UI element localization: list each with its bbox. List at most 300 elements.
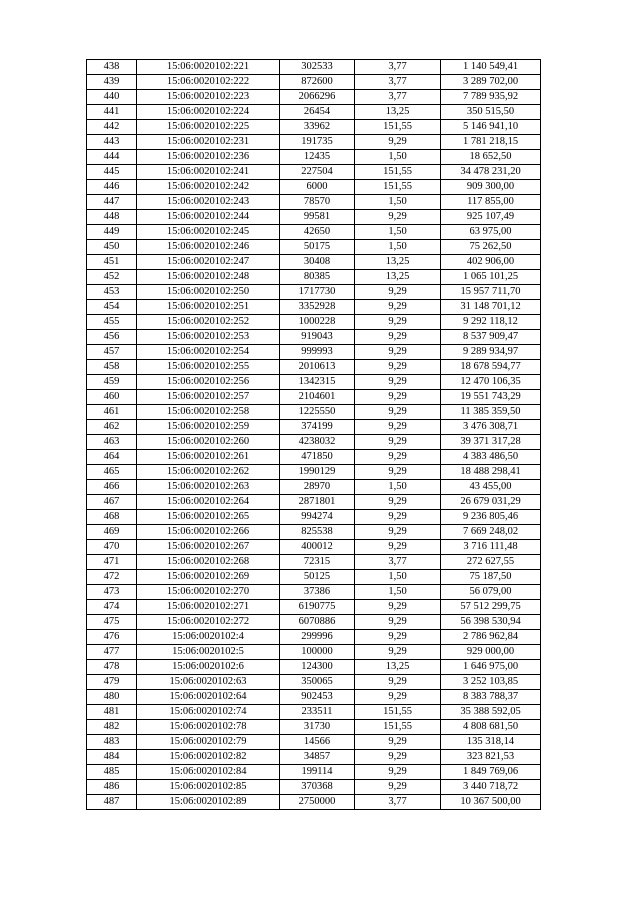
cadastral-number-cell: 15:06:0020102:78	[137, 720, 280, 735]
table-row	[87, 780, 541, 795]
rate-cell: 1,50	[355, 585, 441, 600]
cadastral-number-cell: 15:06:0020102:250	[137, 285, 280, 300]
table-row	[87, 165, 541, 180]
rate-cell: 3,77	[355, 555, 441, 570]
cost-cell: 18 678 594,77	[441, 360, 541, 375]
cadastral-number-cell: 15:06:0020102:63	[137, 675, 280, 690]
table-row	[87, 570, 541, 585]
cost-cell: 26 679 031,29	[441, 495, 541, 510]
cost-cell: 75 187,50	[441, 570, 541, 585]
table-row	[87, 645, 541, 660]
table-row	[87, 465, 541, 480]
rate-cell: 151,55	[355, 180, 441, 195]
row-number-cell: 480	[87, 690, 137, 705]
area-cell: 2871801	[280, 495, 355, 510]
row-number-cell: 461	[87, 405, 137, 420]
cadastral-number-cell: 15:06:0020102:259	[137, 420, 280, 435]
cost-cell: 1 646 975,00	[441, 660, 541, 675]
table-row	[87, 240, 541, 255]
table-row	[87, 180, 541, 195]
cadastral-number-cell: 15:06:0020102:257	[137, 390, 280, 405]
area-cell: 34857	[280, 750, 355, 765]
table-body	[87, 60, 541, 810]
cadastral-number-cell: 15:06:0020102:269	[137, 570, 280, 585]
area-cell: 994274	[280, 510, 355, 525]
cadastral-number-cell: 15:06:0020102:82	[137, 750, 280, 765]
table-row	[87, 660, 541, 675]
cost-cell: 57 512 299,75	[441, 600, 541, 615]
area-cell: 6000	[280, 180, 355, 195]
rate-cell: 9,29	[355, 375, 441, 390]
rate-cell: 1,50	[355, 570, 441, 585]
cost-cell: 1 140 549,41	[441, 60, 541, 75]
rate-cell: 3,77	[355, 795, 441, 810]
row-number-cell: 473	[87, 585, 137, 600]
rate-cell: 1,50	[355, 150, 441, 165]
rate-cell: 9,29	[355, 315, 441, 330]
cadastral-number-cell: 15:06:0020102:270	[137, 585, 280, 600]
cadastral-number-cell: 15:06:0020102:268	[137, 555, 280, 570]
area-cell: 4238032	[280, 435, 355, 450]
cadastral-number-cell: 15:06:0020102:4	[137, 630, 280, 645]
rate-cell: 13,25	[355, 105, 441, 120]
area-cell: 33962	[280, 120, 355, 135]
cadastral-number-cell: 15:06:0020102:245	[137, 225, 280, 240]
row-number-cell: 467	[87, 495, 137, 510]
cost-cell: 402 906,00	[441, 255, 541, 270]
cadastral-number-cell: 15:06:0020102:253	[137, 330, 280, 345]
area-cell: 2104601	[280, 390, 355, 405]
table-row	[87, 60, 541, 75]
row-number-cell: 443	[87, 135, 137, 150]
rate-cell: 9,29	[355, 495, 441, 510]
cost-cell: 3 476 308,71	[441, 420, 541, 435]
cadastral-number-cell: 15:06:0020102:84	[137, 765, 280, 780]
cost-cell: 929 000,00	[441, 645, 541, 660]
row-number-cell: 450	[87, 240, 137, 255]
cadastral-number-cell: 15:06:0020102:241	[137, 165, 280, 180]
row-number-cell: 465	[87, 465, 137, 480]
cost-cell: 56 079,00	[441, 585, 541, 600]
cost-cell: 31 148 701,12	[441, 300, 541, 315]
area-cell: 299996	[280, 630, 355, 645]
cost-cell: 350 515,50	[441, 105, 541, 120]
area-cell: 72315	[280, 555, 355, 570]
table-row	[87, 690, 541, 705]
area-cell: 902453	[280, 690, 355, 705]
area-cell: 78570	[280, 195, 355, 210]
table-row	[87, 360, 541, 375]
rate-cell: 9,29	[355, 210, 441, 225]
rate-cell: 9,29	[355, 135, 441, 150]
cadastral-number-cell: 15:06:0020102:266	[137, 525, 280, 540]
cost-cell: 135 318,14	[441, 735, 541, 750]
cost-cell: 43 455,00	[441, 480, 541, 495]
cost-cell: 1 849 769,06	[441, 765, 541, 780]
cadastral-number-cell: 15:06:0020102:248	[137, 270, 280, 285]
cadastral-number-cell: 15:06:0020102:272	[137, 615, 280, 630]
table-row	[87, 135, 541, 150]
rate-cell: 1,50	[355, 480, 441, 495]
row-number-cell: 456	[87, 330, 137, 345]
cost-cell: 4 383 486,50	[441, 450, 541, 465]
cadastral-number-cell: 15:06:0020102:244	[137, 210, 280, 225]
area-cell: 3352928	[280, 300, 355, 315]
rate-cell: 9,29	[355, 690, 441, 705]
row-number-cell: 447	[87, 195, 137, 210]
cadastral-number-cell: 15:06:0020102:254	[137, 345, 280, 360]
table-row	[87, 405, 541, 420]
table-row	[87, 150, 541, 165]
area-cell: 80385	[280, 270, 355, 285]
cost-cell: 2 786 962,84	[441, 630, 541, 645]
area-cell: 370368	[280, 780, 355, 795]
table-row	[87, 735, 541, 750]
cadastral-number-cell: 15:06:0020102:222	[137, 75, 280, 90]
table-row	[87, 480, 541, 495]
cadastral-number-cell: 15:06:0020102:251	[137, 300, 280, 315]
rate-cell: 13,25	[355, 270, 441, 285]
cadastral-number-cell: 15:06:0020102:5	[137, 645, 280, 660]
table-row	[87, 120, 541, 135]
rate-cell: 9,29	[355, 780, 441, 795]
table-row	[87, 450, 541, 465]
area-cell: 2066296	[280, 90, 355, 105]
rate-cell: 9,29	[355, 405, 441, 420]
rate-cell: 9,29	[355, 540, 441, 555]
area-cell: 227504	[280, 165, 355, 180]
table-row	[87, 720, 541, 735]
row-number-cell: 475	[87, 615, 137, 630]
area-cell: 42650	[280, 225, 355, 240]
cadastral-number-cell: 15:06:0020102:264	[137, 495, 280, 510]
row-number-cell: 485	[87, 765, 137, 780]
table-row	[87, 555, 541, 570]
rate-cell: 9,29	[355, 345, 441, 360]
table-row	[87, 330, 541, 345]
table-row	[87, 795, 541, 810]
cadastral-number-cell: 15:06:0020102:64	[137, 690, 280, 705]
table-row	[87, 675, 541, 690]
cadastral-number-cell: 15:06:0020102:263	[137, 480, 280, 495]
cost-cell: 63 975,00	[441, 225, 541, 240]
cadastral-number-cell: 15:06:0020102:89	[137, 795, 280, 810]
cost-cell: 10 367 500,00	[441, 795, 541, 810]
area-cell: 191735	[280, 135, 355, 150]
row-number-cell: 460	[87, 390, 137, 405]
cost-cell: 19 551 743,29	[441, 390, 541, 405]
row-number-cell: 468	[87, 510, 137, 525]
cost-cell: 39 371 317,28	[441, 435, 541, 450]
row-number-cell: 454	[87, 300, 137, 315]
area-cell: 1990129	[280, 465, 355, 480]
cost-cell: 9 289 934,97	[441, 345, 541, 360]
rate-cell: 9,29	[355, 525, 441, 540]
cadastral-number-cell: 15:06:0020102:260	[137, 435, 280, 450]
row-number-cell: 474	[87, 600, 137, 615]
area-cell: 26454	[280, 105, 355, 120]
cadastral-number-cell: 15:06:0020102:6	[137, 660, 280, 675]
row-number-cell: 466	[87, 480, 137, 495]
cost-cell: 3 252 103,85	[441, 675, 541, 690]
rate-cell: 13,25	[355, 255, 441, 270]
cost-cell: 925 107,49	[441, 210, 541, 225]
area-cell: 124300	[280, 660, 355, 675]
cost-cell: 1 065 101,25	[441, 270, 541, 285]
area-cell: 1342315	[280, 375, 355, 390]
table-row	[87, 540, 541, 555]
area-cell: 99581	[280, 210, 355, 225]
cadastral-number-cell: 15:06:0020102:74	[137, 705, 280, 720]
row-number-cell: 464	[87, 450, 137, 465]
cadastral-number-cell: 15:06:0020102:258	[137, 405, 280, 420]
table-row	[87, 300, 541, 315]
rate-cell: 9,29	[355, 435, 441, 450]
cadastral-number-cell: 15:06:0020102:242	[137, 180, 280, 195]
rate-cell: 9,29	[355, 420, 441, 435]
row-number-cell: 444	[87, 150, 137, 165]
area-cell: 825538	[280, 525, 355, 540]
rate-cell: 3,77	[355, 75, 441, 90]
cadastral-number-cell: 15:06:0020102:271	[137, 600, 280, 615]
cadastral-number-cell: 15:06:0020102:85	[137, 780, 280, 795]
cost-cell: 12 470 106,35	[441, 375, 541, 390]
cost-cell: 909 300,00	[441, 180, 541, 195]
rate-cell: 151,55	[355, 120, 441, 135]
row-number-cell: 472	[87, 570, 137, 585]
row-number-cell: 458	[87, 360, 137, 375]
cost-cell: 56 398 530,94	[441, 615, 541, 630]
cadastral-number-cell: 15:06:0020102:261	[137, 450, 280, 465]
cadastral-number-cell: 15:06:0020102:231	[137, 135, 280, 150]
table-row	[87, 270, 541, 285]
cost-cell: 1 781 218,15	[441, 135, 541, 150]
table-row	[87, 510, 541, 525]
area-cell: 14566	[280, 735, 355, 750]
rate-cell: 9,29	[355, 600, 441, 615]
rate-cell: 3,77	[355, 60, 441, 75]
cost-cell: 11 385 359,50	[441, 405, 541, 420]
area-cell: 100000	[280, 645, 355, 660]
cost-cell: 323 821,53	[441, 750, 541, 765]
cadastral-number-cell: 15:06:0020102:247	[137, 255, 280, 270]
area-cell: 302533	[280, 60, 355, 75]
row-number-cell: 487	[87, 795, 137, 810]
cost-cell: 7 789 935,92	[441, 90, 541, 105]
cost-cell: 8 537 909,47	[441, 330, 541, 345]
row-number-cell: 449	[87, 225, 137, 240]
area-cell: 12435	[280, 150, 355, 165]
cadastral-number-cell: 15:06:0020102:79	[137, 735, 280, 750]
area-cell: 919043	[280, 330, 355, 345]
table-row	[87, 420, 541, 435]
cadastral-number-cell: 15:06:0020102:255	[137, 360, 280, 375]
rate-cell: 9,29	[355, 765, 441, 780]
cost-cell: 34 478 231,20	[441, 165, 541, 180]
table-row	[87, 705, 541, 720]
rate-cell: 3,77	[355, 90, 441, 105]
row-number-cell: 451	[87, 255, 137, 270]
table-row	[87, 225, 541, 240]
table-row	[87, 345, 541, 360]
area-cell: 400012	[280, 540, 355, 555]
rate-cell: 13,25	[355, 660, 441, 675]
table-row	[87, 615, 541, 630]
rate-cell: 9,29	[355, 615, 441, 630]
area-cell: 2010613	[280, 360, 355, 375]
row-number-cell: 459	[87, 375, 137, 390]
rate-cell: 151,55	[355, 720, 441, 735]
table-row	[87, 765, 541, 780]
cadastral-number-cell: 15:06:0020102:265	[137, 510, 280, 525]
table-row	[87, 435, 541, 450]
cost-cell: 3 716 111,48	[441, 540, 541, 555]
area-cell: 28970	[280, 480, 355, 495]
rate-cell: 9,29	[355, 675, 441, 690]
cadastral-number-cell: 15:06:0020102:224	[137, 105, 280, 120]
land-plot-table	[86, 59, 541, 810]
area-cell: 374199	[280, 420, 355, 435]
table-row	[87, 315, 541, 330]
table-row	[87, 495, 541, 510]
area-cell: 2750000	[280, 795, 355, 810]
row-number-cell: 471	[87, 555, 137, 570]
rate-cell: 9,29	[355, 330, 441, 345]
area-cell: 6190775	[280, 600, 355, 615]
cost-cell: 15 957 711,70	[441, 285, 541, 300]
table-row	[87, 375, 541, 390]
row-number-cell: 478	[87, 660, 137, 675]
rate-cell: 9,29	[355, 510, 441, 525]
row-number-cell: 453	[87, 285, 137, 300]
area-cell: 1225550	[280, 405, 355, 420]
area-cell: 50125	[280, 570, 355, 585]
rate-cell: 9,29	[355, 750, 441, 765]
area-cell: 199114	[280, 765, 355, 780]
row-number-cell: 440	[87, 90, 137, 105]
cadastral-number-cell: 15:06:0020102:236	[137, 150, 280, 165]
row-number-cell: 476	[87, 630, 137, 645]
row-number-cell: 484	[87, 750, 137, 765]
rate-cell: 1,50	[355, 240, 441, 255]
cost-cell: 272 627,55	[441, 555, 541, 570]
cost-cell: 35 388 592,05	[441, 705, 541, 720]
rate-cell: 9,29	[355, 300, 441, 315]
rate-cell: 1,50	[355, 225, 441, 240]
table-row	[87, 630, 541, 645]
cost-cell: 3 289 702,00	[441, 75, 541, 90]
area-cell: 50175	[280, 240, 355, 255]
cost-cell: 18 488 298,41	[441, 465, 541, 480]
cadastral-number-cell: 15:06:0020102:221	[137, 60, 280, 75]
rate-cell: 1,50	[355, 195, 441, 210]
cadastral-number-cell: 15:06:0020102:267	[137, 540, 280, 555]
row-number-cell: 438	[87, 60, 137, 75]
area-cell: 1000228	[280, 315, 355, 330]
area-cell: 471850	[280, 450, 355, 465]
row-number-cell: 477	[87, 645, 137, 660]
cadastral-number-cell: 15:06:0020102:223	[137, 90, 280, 105]
row-number-cell: 442	[87, 120, 137, 135]
table-row	[87, 255, 541, 270]
area-cell: 6070886	[280, 615, 355, 630]
row-number-cell: 479	[87, 675, 137, 690]
row-number-cell: 481	[87, 705, 137, 720]
cost-cell: 4 808 681,50	[441, 720, 541, 735]
cost-cell: 18 652,50	[441, 150, 541, 165]
row-number-cell: 446	[87, 180, 137, 195]
cadastral-number-cell: 15:06:0020102:243	[137, 195, 280, 210]
cost-cell: 75 262,50	[441, 240, 541, 255]
table-row	[87, 390, 541, 405]
cadastral-number-cell: 15:06:0020102:225	[137, 120, 280, 135]
rate-cell: 9,29	[355, 360, 441, 375]
table-row	[87, 90, 541, 105]
row-number-cell: 445	[87, 165, 137, 180]
area-cell: 30408	[280, 255, 355, 270]
cadastral-number-cell: 15:06:0020102:246	[137, 240, 280, 255]
cost-cell: 9 292 118,12	[441, 315, 541, 330]
row-number-cell: 452	[87, 270, 137, 285]
cost-cell: 7 669 248,02	[441, 525, 541, 540]
row-number-cell: 482	[87, 720, 137, 735]
cadastral-number-cell: 15:06:0020102:256	[137, 375, 280, 390]
rate-cell: 9,29	[355, 390, 441, 405]
area-cell: 999993	[280, 345, 355, 360]
row-number-cell: 441	[87, 105, 137, 120]
rate-cell: 9,29	[355, 645, 441, 660]
row-number-cell: 455	[87, 315, 137, 330]
row-number-cell: 448	[87, 210, 137, 225]
row-number-cell: 469	[87, 525, 137, 540]
row-number-cell: 470	[87, 540, 137, 555]
rate-cell: 151,55	[355, 705, 441, 720]
row-number-cell: 463	[87, 435, 137, 450]
rate-cell: 9,29	[355, 735, 441, 750]
area-cell: 37386	[280, 585, 355, 600]
row-number-cell: 439	[87, 75, 137, 90]
table-row	[87, 105, 541, 120]
area-cell: 1717730	[280, 285, 355, 300]
area-cell: 31730	[280, 720, 355, 735]
cadastral-number-cell: 15:06:0020102:252	[137, 315, 280, 330]
rate-cell: 9,29	[355, 450, 441, 465]
table-row	[87, 750, 541, 765]
table-row	[87, 210, 541, 225]
cost-cell: 9 236 805,46	[441, 510, 541, 525]
table-row	[87, 525, 541, 540]
row-number-cell: 486	[87, 780, 137, 795]
cost-cell: 5 146 941,10	[441, 120, 541, 135]
cost-cell: 8 383 788,37	[441, 690, 541, 705]
rate-cell: 151,55	[355, 165, 441, 180]
table-row	[87, 75, 541, 90]
row-number-cell: 462	[87, 420, 137, 435]
rate-cell: 9,29	[355, 630, 441, 645]
cost-cell: 117 855,00	[441, 195, 541, 210]
row-number-cell: 457	[87, 345, 137, 360]
area-cell: 872600	[280, 75, 355, 90]
rate-cell: 9,29	[355, 285, 441, 300]
table-row	[87, 285, 541, 300]
row-number-cell: 483	[87, 735, 137, 750]
table-row	[87, 600, 541, 615]
rate-cell: 9,29	[355, 465, 441, 480]
area-cell: 233511	[280, 705, 355, 720]
area-cell: 350065	[280, 675, 355, 690]
table-row	[87, 195, 541, 210]
cost-cell: 3 440 718,72	[441, 780, 541, 795]
